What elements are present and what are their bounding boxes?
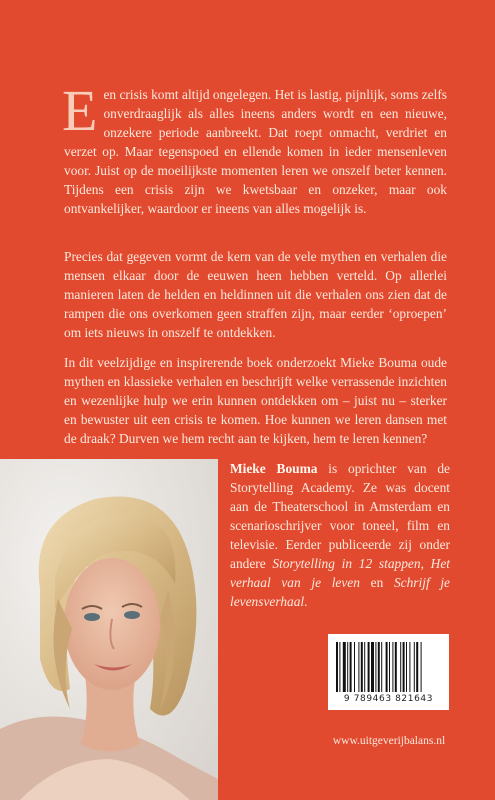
bio-separator-2: en xyxy=(359,575,394,590)
isbn-number: 9 789463 821643 xyxy=(343,694,434,704)
author-bio-text: is oprichter van de Storytelling Academy. Ze was docent aan de Theaterschool in Amsterdam en scenarioschrijver voor toneel, film en televisie. Eerder publiceerde zij onder andere xyxy=(230,461,450,571)
second-paragraph: Precies dat gegeven vormt de kern van de vele mythen en verhalen die mensen elkaar door de eeuwen heen hebben verteld. Op allerlei manieren laten de helden en heldinnen uit die verhalen ons zien dat de rampen die ons overkomen geen straffen zijn, maar eerder ‘oproepen’ om iets nieuws in onszelf te ontdekken. xyxy=(64,249,447,340)
third-paragraph: In dit veelzijdige en inspirerende boek onderzoekt Mieke Bouma oude mythen en klassieke verhalen en beschrijft welke verrassende inzichten en wezenlijke hulp we erin kunnen ontdekken om – juist nu – sterker en bewuster uit een crisis te komen. Hoe kunnen we leren dansen met de draak? Durven we hem recht aan te kijken, hem te leren kennen? xyxy=(64,355,447,446)
bio-end: . xyxy=(304,594,308,609)
barcode-bars xyxy=(336,642,441,692)
book-title-1: Storytelling in 12 stappen xyxy=(272,556,421,571)
intro-paragraph-text: en crisis komt altijd ongelegen. Het is lastig, pijnlijk, soms zelfs onverdraaglijk als alles ineens anders wordt en een nieuwe, onzekere periode aanbreekt. Dat roept onmacht, verdriet en verzet op. Maar tegenspoed en ellende komen in ieder mensenleven voor. Juist op de moeilijkste momenten leren we onszelf beter kennen. Tijdens een crisis zijn we kwetsbaar en onzeker, maar ook ontvankelijker, waardoor er ineens van alles mogelijk is. xyxy=(64,87,447,216)
intro-paragraph xyxy=(62,78,447,218)
book-title-3: Schrijf je levensverhaal xyxy=(230,575,451,609)
author-name: Mieke Bouma xyxy=(230,461,318,476)
author-bio xyxy=(230,459,450,611)
author-photo xyxy=(0,459,218,800)
publisher-url: www.uitgeverijbalans.nl xyxy=(332,735,446,747)
drop-cap: E xyxy=(62,78,98,143)
bio-separator-1: , xyxy=(420,556,431,571)
book-title-2: Het verhaal van je leven xyxy=(230,556,450,590)
isbn-barcode xyxy=(328,634,449,710)
